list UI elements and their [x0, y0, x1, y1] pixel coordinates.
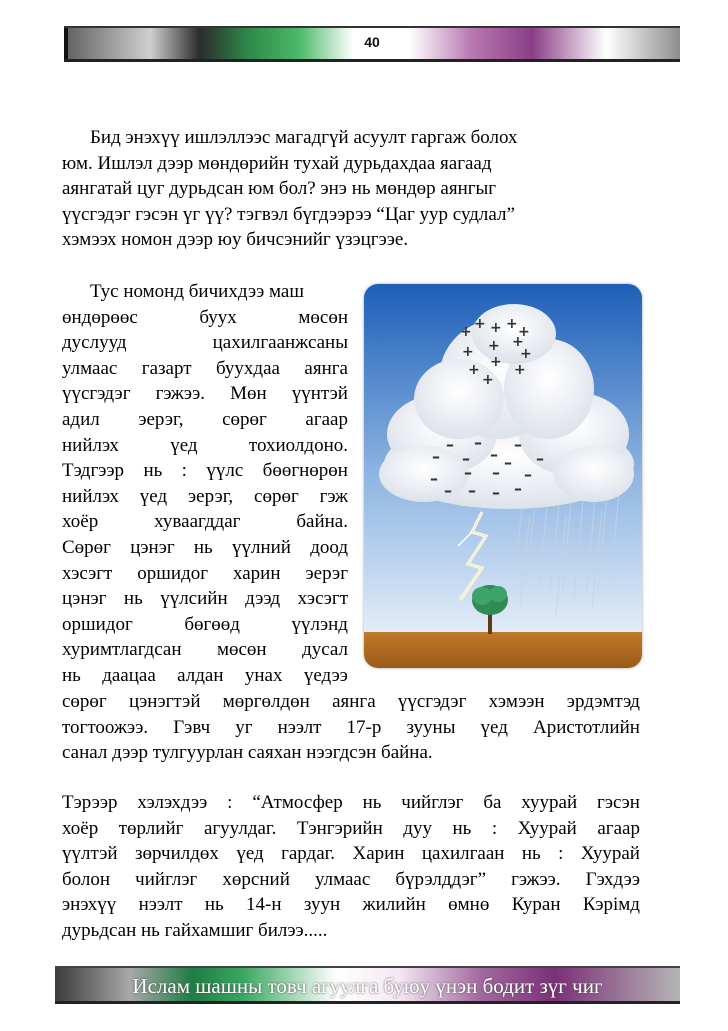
plus-sign: +	[488, 338, 500, 354]
text-line: хэмээх номон дээр юу бичсэнийг үзэцгээе.	[62, 229, 409, 251]
text-line: цэнэг нь үүлсийн дээд хэсэгт	[62, 588, 348, 610]
text-line: санал дээр тулгуурлан саяхан нээгдсэн байна.	[62, 742, 433, 764]
minus-sign: –	[468, 481, 476, 500]
plus-sign: +	[512, 334, 524, 350]
text-line: Бид энэхүү ишлэллээс магадгүй асуулт гаргаж болох	[90, 127, 518, 148]
text-line: дуслууд цахилгаанжсаны	[62, 332, 348, 354]
minus-sign: –	[536, 449, 544, 468]
text-line: хоёр төрлийг агуулдаг. Тэнгэрийн дуу нь : Хуурай агаар	[62, 817, 640, 839]
text-line: адил эерэг, сөрөг агаар	[62, 408, 348, 430]
footer-bar	[55, 966, 680, 1004]
text-line: сөрөг цэнэгтэй мөргөлдөн аянга үүсгэдэг хэмээн эрдэмтэд	[62, 691, 640, 712]
book-title-footer: Ислам шашны товч агуулга буюу үнэн бодит зүг чиг	[132, 974, 603, 998]
plus-sign: +	[506, 316, 518, 332]
text-line: болон чийглэг хөрсний улмаас бүрэлддэг” гэжээ. Гэхдээ	[62, 868, 640, 890]
thundercloud-illustration	[364, 284, 642, 668]
text-line: энэхүү нээлт нь 14-н зуун жилийн өмнө Куран Кэрімд	[62, 894, 640, 916]
minus-sign: –	[524, 465, 532, 484]
minus-sign: –	[464, 463, 472, 482]
text-line: үүсгэдэг гэжээ. Мөн үүнтэй	[62, 383, 348, 405]
text-line: аянгатай цуг дурьдсан юм бол? энэ нь мөндөр аянгыг	[62, 178, 497, 200]
plus-sign: +	[514, 362, 526, 378]
text-line: хоёр хуваагддаг байна.	[62, 511, 348, 533]
minus-sign: –	[492, 463, 500, 482]
plus-sign: +	[520, 346, 532, 362]
minus-sign: –	[490, 445, 498, 464]
text-line: үүсгэдэг гэсэн үг үү? тэгвэл бүгдээрээ “Цаг уур судлал”	[62, 203, 515, 225]
text-line: нь даацаа алдан унах үедээ	[62, 664, 348, 686]
minus-sign: –	[444, 481, 452, 500]
paragraph-2-continued	[62, 689, 640, 766]
header-bar	[64, 26, 680, 62]
text-line: нийлэх үед тохиолдоно.	[62, 434, 348, 456]
text-line: оршидог бөгөөд үүлэнд	[62, 613, 348, 635]
ground	[364, 632, 642, 668]
text-line: тогтоожээ. Гэвч уг нээлт 17-р зууны үед Аристотлийн	[62, 716, 640, 738]
text-line: Сөрөг цэнэг нь үүлний доод	[62, 536, 348, 558]
plus-sign: +	[482, 372, 494, 388]
text-line: үүлтэй зөрчилдөх үед гардаг. Харин цахилгаан нь : Хуурай	[62, 843, 640, 865]
text-line: өндөрөөс буух мөсөн	[62, 306, 348, 328]
text-line: юм. Ишлэл дээр мөндөрийн тухай дурьдахдаа яагаад	[62, 152, 492, 174]
plus-sign: +	[518, 324, 530, 340]
paragraph-2-wrapped	[62, 279, 348, 689]
minus-sign: –	[474, 433, 482, 452]
plus-sign: +	[462, 344, 474, 360]
minus-sign: –	[446, 435, 454, 454]
text-line: хуримтлагдсан мөсөн дусал	[62, 639, 348, 661]
text-line: нийлэх үед эерэг, сөрөг гэж	[62, 485, 348, 507]
text-line: дурьдсан нь гайхамшиг билээ.....	[62, 919, 328, 941]
text-line: хэсэгт оршидог харин эерэг	[62, 562, 348, 584]
minus-sign: –	[514, 479, 522, 498]
text-line: улмаас газарт буухдаа аянга	[62, 357, 348, 379]
plus-sign: +	[490, 354, 502, 370]
plus-sign: +	[474, 316, 486, 332]
minus-sign: –	[504, 453, 512, 472]
paragraph-3: Тэрээр хэлэхдээ : “Атмосфер нь чийглэг ба хуурай гэсэн хоёр төрлийг агуулдаг. Тэнгэрийн дуу нь : Хуурай агаар үүлтэй зөрчилдөх үед гардаг. Харин цахилгаан нь : Хуурай болон чийглэг хөрсний улмаас бүрэлддэг” гэжээ. Гэхдээ энэхүү нээлт нь 14-н зуун жилийн өмнө Куран Кэрімд дурьдсан нь гайхамшиг билээ.....	[62, 790, 640, 944]
text-line: Тус номонд бичихдээ маш	[90, 281, 304, 302]
page-number: 40	[364, 34, 380, 50]
plus-sign: +	[468, 362, 480, 378]
minus-sign: –	[462, 449, 470, 468]
minus-sign: –	[492, 483, 500, 502]
plus-sign: +	[490, 320, 502, 336]
plus-sign: +	[460, 324, 472, 340]
minus-sign: –	[432, 447, 440, 466]
thundercloud-svg	[364, 284, 642, 668]
minus-sign: –	[430, 469, 438, 488]
minus-sign: –	[514, 435, 522, 454]
text-line: Тэдгээр нь : үүлс бөөгнөрөн	[62, 460, 348, 482]
paragraph-1	[62, 125, 640, 253]
